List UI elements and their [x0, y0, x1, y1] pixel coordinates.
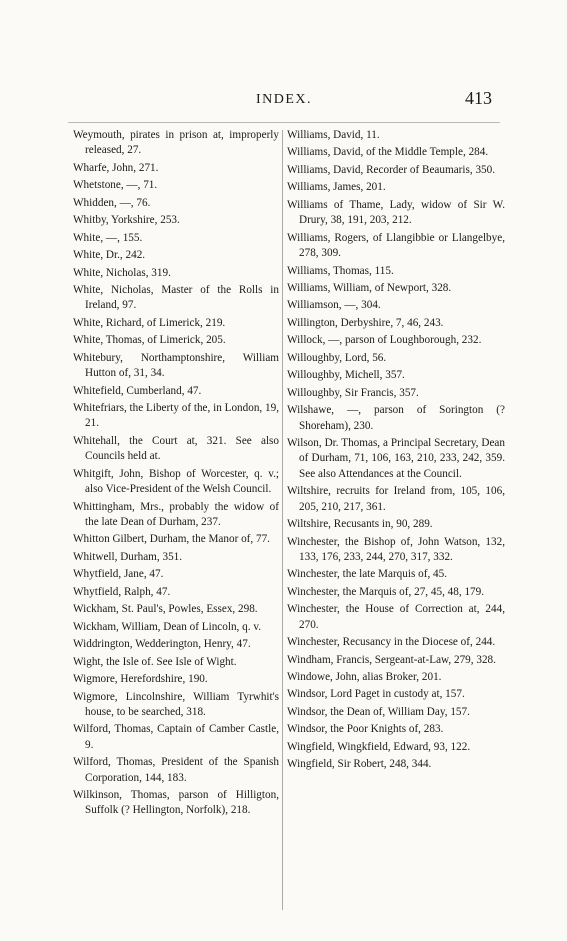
index-column-left	[73, 128, 279, 821]
index-entry: Wingfield, Sir Robert, 248, 344.	[287, 758, 432, 771]
index-entry: Windsor, the Poor Knights of, 283.	[287, 723, 444, 736]
index-entry: Windsor, the Dean of, William Day, 157.	[287, 705, 470, 718]
index-entry: Willoughby, Michell, 357.	[287, 369, 405, 382]
index-entry: Wilford, Thomas, Captain of Camber Castle, 9.	[73, 723, 279, 751]
running-title: INDEX.	[256, 92, 313, 107]
index-entry: Williams, William, of Newport, 328.	[287, 281, 452, 294]
index-entry: Williams, Thomas, 115.	[287, 264, 394, 277]
index-entry: Wigmore, Lincolnshire, William Tyrwhit's house, to be searched, 318.	[73, 690, 279, 718]
index-entry: Whitehall, the Court at, 321. See also Councils held at.	[73, 434, 279, 463]
index-entry: Wickham, St. Paul's, Powles, Essex, 298.	[73, 603, 258, 616]
index-entry: Windowe, John, alias Broker, 201.	[287, 671, 442, 683]
index-entry: Whitgift, John, Bishop of Worcester, q. v.; also Vice-President of the Welsh Council.	[73, 467, 279, 496]
index-entry: Whitwell, Durham, 351.	[73, 550, 183, 563]
index-entry: Wilshawe, —, parson of Sorington (? Shoreham), 230.	[287, 404, 505, 432]
index-entry: Wingfield, Wingkfield, Edward, 93, 122.	[287, 740, 471, 753]
index-entry: Whetstone, —, 71.	[73, 179, 158, 192]
index-entry: Willington, Derbyshire, 7, 46, 243.	[287, 316, 444, 329]
index-column-right	[287, 128, 505, 775]
index-entry: Williams, David, 11.	[287, 129, 380, 141]
index-entry: Wiltshire, recruits for Ireland from, 105, 106, 205, 210, 217, 361.	[287, 485, 505, 513]
index-entry: Wight, the Isle of. See Isle of Wight.	[73, 655, 237, 668]
index-entry: Williams, James, 201.	[287, 181, 386, 194]
index-entry: Williams, David, of the Middle Temple, 284.	[287, 146, 489, 159]
index-entry: Winchester, the late Marquis of, 45.	[287, 568, 448, 581]
index-entry: White, Thomas, of Limerick, 205.	[73, 334, 226, 347]
index-entry: White, Nicholas, Master of the Rolls in Ireland, 97.	[73, 284, 279, 312]
index-entry: Wiltshire, Recusants in, 90, 289.	[287, 518, 433, 531]
index-entry: Windham, Francis, Sergeant-at-Law, 279, 328.	[287, 653, 496, 666]
index-entry: Winchester, the Marquis of, 27, 45, 48, 179.	[287, 585, 485, 598]
index-entry: Wilkinson, Thomas, parson of Hilligton, Suffolk (? Hellington, Norfolk), 218.	[73, 789, 279, 817]
index-entry: Whittingham, Mrs., probably the widow of the late Dean of Durham, 237.	[73, 500, 279, 528]
index-entry: Whidden, —, 76.	[73, 196, 151, 209]
index-entry: Weymouth, pirates in prison at, improperly released, 27.	[73, 129, 279, 157]
index-entry: White, Richard, of Limerick, 219.	[73, 316, 226, 329]
index-entry: Widdrington, Wedderington, Henry, 47.	[73, 638, 251, 651]
index-entry: Willock, —, parson of Loughborough, 232.	[287, 334, 482, 347]
index-entry: Willoughby, Lord, 56.	[287, 351, 387, 364]
index-entry: White, —, 155.	[73, 231, 143, 244]
index-entry: White, Nicholas, 319.	[73, 266, 171, 279]
page-header	[0, 88, 567, 122]
index-entry: Wilford, Thomas, President of the Spanish Corporation, 144, 183.	[73, 756, 279, 784]
index-entry: Whitefriars, the Liberty of the, in London, 19, 21.	[73, 402, 279, 430]
index-entry: Williams of Thame, Lady, widow of Sir W. Drury, 38, 191, 203, 212.	[287, 198, 505, 227]
index-entry: Williamson, —, 304.	[287, 299, 381, 312]
index-entry: Windsor, Lord Paget in custody at, 157.	[287, 688, 465, 701]
index-entry: Willoughby, Sir Francis, 357.	[287, 386, 419, 399]
index-entry: White, Dr., 242.	[73, 249, 146, 262]
index-entry: Whitefield, Cumberland, 47.	[73, 384, 202, 397]
column-divider	[282, 130, 283, 910]
index-entry: Winchester, Recusancy in the Diocese of, 244.	[287, 636, 496, 649]
index-entry: Wickham, William, Dean of Lincoln, q. v.	[73, 620, 261, 633]
index-entry: Whitby, Yorkshire, 253.	[73, 214, 180, 227]
index-entry: Wilson, Dr. Thomas, a Principal Secretary, Dean of Durham, 71, 106, 163, 210, 233, 242, 359. See also Attendances at the Council.	[287, 437, 505, 480]
index-entry: Williams, Rogers, of Llangibbie or Llangelbye, 278, 309.	[287, 231, 505, 260]
index-entry: Winchester, the Bishop of, John Watson, 132, 133, 176, 233, 244, 270, 317, 332.	[287, 535, 505, 563]
index-entry: Whytfield, Jane, 47.	[73, 568, 164, 581]
page-number: 413	[465, 88, 492, 108]
index-entry: Williams, David, Recorder of Beaumaris, 350.	[287, 163, 496, 176]
index-entry: Wharfe, John, 271.	[73, 161, 159, 174]
index-entry: Whitebury, Northamptonshire, William Hutton of, 31, 34.	[73, 351, 279, 380]
index-entry: Whytfield, Ralph, 47.	[73, 585, 171, 598]
header-rule	[68, 122, 500, 123]
index-entry: Winchester, the House of Correction at, 244, 270.	[287, 603, 505, 631]
index-entry: Wigmore, Herefordshire, 190.	[73, 673, 208, 686]
index-entry: Whitton Gilbert, Durham, the Manor of, 77.	[73, 533, 270, 546]
